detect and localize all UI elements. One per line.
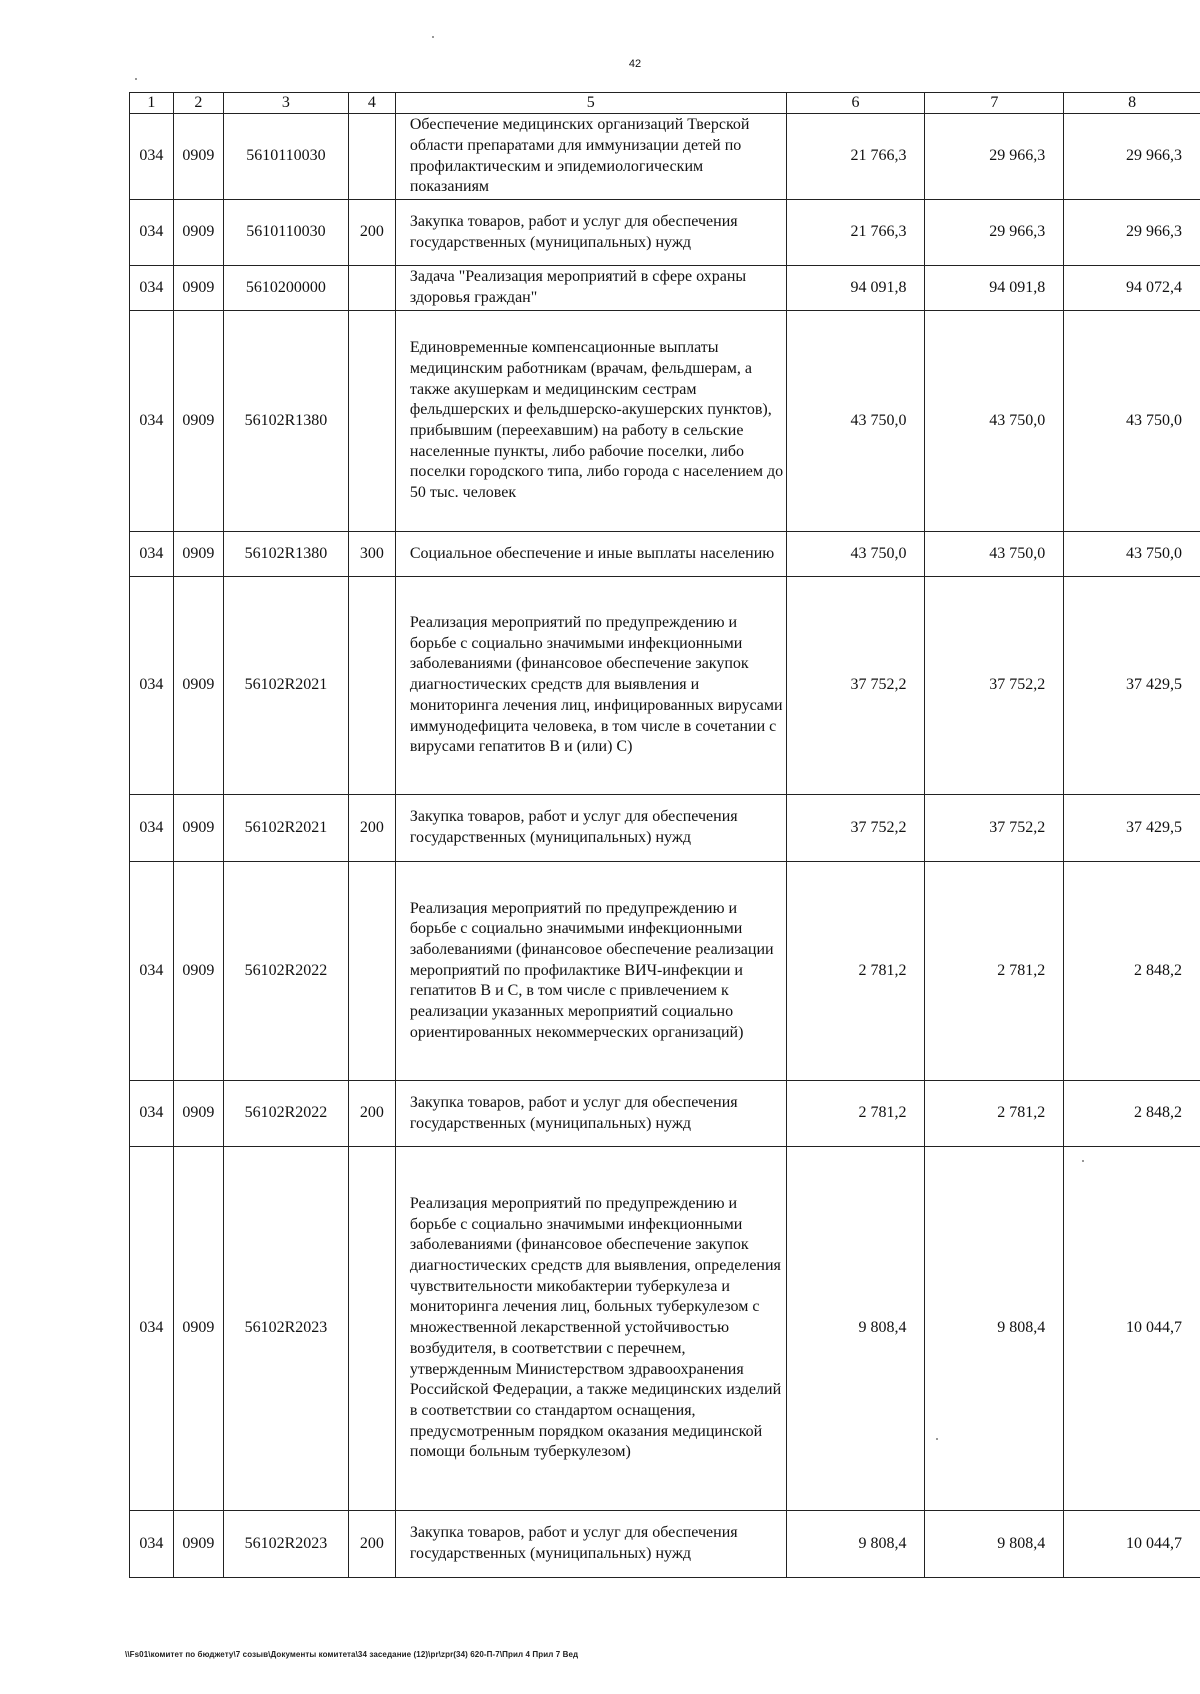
amount-cell-col8: 2 848,2 [1064,862,1200,1081]
target-article-cell: 56102R2023 [223,1147,348,1511]
amount-cell-col6: 21 766,3 [786,200,925,266]
column-header-2: 2 [173,93,223,114]
target-article-cell: 56102R2023 [223,1511,348,1578]
amount-cell-col7: 29 966,3 [925,200,1064,266]
table-row [130,1081,1200,1147]
ministry-code-cell: 034 [130,1511,174,1578]
amount-cell-col6: 2 781,2 [786,862,925,1081]
target-article-cell: 5610110030 [223,114,348,200]
amount-cell-col6: 37 752,2 [786,795,925,862]
amount-cell-col6: 21 766,3 [786,114,925,200]
scan-speck [1082,1160,1084,1162]
section-code-cell: 0909 [173,795,223,862]
scan-speck [432,36,434,38]
description-cell: Закупка товаров, работ и услуг для обеспечения государственных (муниципальных) нужд [395,1511,786,1578]
page-number: 42 [628,58,642,70]
expense-type-cell: 200 [348,1511,395,1578]
ministry-code-cell: 034 [130,577,174,795]
column-header-6: 6 [786,93,925,114]
table-row [130,114,1200,200]
amount-cell-col6: 2 781,2 [786,1081,925,1147]
section-code-cell: 0909 [173,1511,223,1578]
section-code-cell: 0909 [173,200,223,266]
description-cell: Обеспечение медицинских организаций Тверской области препаратами для иммунизации детей по профилактическим и эпидемиологическим показаниям [395,114,786,200]
ministry-code-cell: 034 [130,200,174,266]
table-row [130,200,1200,266]
amount-cell-col8: 29 966,3 [1064,114,1200,200]
section-code-cell: 0909 [173,1147,223,1511]
target-article-cell: 56102R2021 [223,795,348,862]
amount-cell-col8: 10 044,7 [1064,1511,1200,1578]
target-article-cell: 56102R2022 [223,1081,348,1147]
amount-cell-col8: 37 429,5 [1064,795,1200,862]
expense-type-cell [348,266,395,311]
ministry-code-cell: 034 [130,114,174,200]
target-article-cell: 56102R2022 [223,862,348,1081]
amount-cell-col8: 43 750,0 [1064,311,1200,532]
table-row [130,1147,1200,1511]
amount-cell-col8: 10 044,7 [1064,1147,1200,1511]
file-path-footer: \\Fs01\комитет по бюджету\7 созыв\Документы комитета\34 заседание (12)\pr\zpr(34) 620-П-7\Прил 4 Прил 7 Вед [125,1650,579,1659]
column-header-7: 7 [925,93,1064,114]
section-code-cell: 0909 [173,311,223,532]
section-code-cell: 0909 [173,577,223,795]
section-code-cell: 0909 [173,862,223,1081]
amount-cell-col6: 43 750,0 [786,532,925,577]
section-code-cell: 0909 [173,1081,223,1147]
amount-cell-col7: 2 781,2 [925,1081,1064,1147]
ministry-code-cell: 034 [130,795,174,862]
column-header-3: 3 [223,93,348,114]
table-row [130,862,1200,1081]
scan-speck [936,1438,938,1440]
description-cell: Закупка товаров, работ и услуг для обеспечения государственных (муниципальных) нужд [395,200,786,266]
expense-type-cell [348,862,395,1081]
section-code-cell: 0909 [173,532,223,577]
target-article-cell: 56102R1380 [223,311,348,532]
target-article-cell: 5610200000 [223,266,348,311]
description-cell: Социальное обеспечение и иные выплаты населению [395,532,786,577]
description-cell: Реализация мероприятий по предупреждению и борьбе с социально значимыми инфекционными заболеваниями (финансовое обеспечение закупок диагностических средств для выявления и мониторинга лечения лиц, инфицированных вирусами иммунодефицита человека, в том числе в сочетании с вирусами гепатитов B и (или) C) [395,577,786,795]
description-cell: Реализация мероприятий по предупреждению и борьбе с социально значимыми инфекционными заболеваниями (финансовое обеспечение закупок диагностических средств для выявления, определения чувствительности микобактерии туберкулеза и мониторинга лечения лиц, больных туберкулезом с множественной лекарственной устойчивостью возбудителя, в соответствии с перечнем, утвержденным Министерством здравоохранения Российской Федерации, а также медицинских изделий в соответствии со стандартом оснащения, предусмотренным порядком оказания медицинской помощи больным туберкулезом) [395,1147,786,1511]
ministry-code-cell: 034 [130,1147,174,1511]
amount-cell-col8: 29 966,3 [1064,200,1200,266]
ministry-code-cell: 034 [130,1081,174,1147]
target-article-cell: 56102R1380 [223,532,348,577]
column-header-1: 1 [130,93,174,114]
amount-cell-col7: 43 750,0 [925,532,1064,577]
amount-cell-col7: 9 808,4 [925,1147,1064,1511]
amount-cell-col7: 9 808,4 [925,1511,1064,1578]
column-header-8: 8 [1064,93,1200,114]
amount-cell-col8: 43 750,0 [1064,532,1200,577]
table-row [130,532,1200,577]
ministry-code-cell: 034 [130,862,174,1081]
amount-cell-col7: 29 966,3 [925,114,1064,200]
amount-cell-col7: 94 091,8 [925,266,1064,311]
amount-cell-col6: 37 752,2 [786,577,925,795]
expense-type-cell [348,577,395,795]
description-cell: Закупка товаров, работ и услуг для обеспечения государственных (муниципальных) нужд [395,1081,786,1147]
expense-type-cell [348,114,395,200]
expense-type-cell: 200 [348,795,395,862]
section-code-cell: 0909 [173,114,223,200]
description-cell: Задача "Реализация мероприятий в сфере охраны здоровья граждан" [395,266,786,311]
expense-type-cell: 200 [348,200,395,266]
scan-speck [135,78,137,80]
description-cell: Закупка товаров, работ и услуг для обеспечения государственных (муниципальных) нужд [395,795,786,862]
expense-type-cell [348,1147,395,1511]
amount-cell-col6: 9 808,4 [786,1147,925,1511]
table-row [130,1511,1200,1578]
amount-cell-col6: 9 808,4 [786,1511,925,1578]
amount-cell-col8: 37 429,5 [1064,577,1200,795]
amount-cell-col7: 43 750,0 [925,311,1064,532]
expense-type-cell: 300 [348,532,395,577]
budget-table [129,92,1200,1578]
ministry-code-cell: 034 [130,532,174,577]
expense-type-cell [348,311,395,532]
amount-cell-col7: 2 781,2 [925,862,1064,1081]
description-cell: Единовременные компенсационные выплаты медицинским работникам (врачам, фельдшерам, а также акушеркам и медицинским сестрам фельдшерских и фельдшерско-акушерских пунктов), прибывшим (переехавшим) на работу в сельские населенные пункты, либо рабочие поселки, либо поселки городского типа, либо города с населением до 50 тыс. человек [395,311,786,532]
table-row [130,311,1200,532]
amount-cell-col8: 2 848,2 [1064,1081,1200,1147]
target-article-cell: 5610110030 [223,200,348,266]
ministry-code-cell: 034 [130,311,174,532]
table-header-row [130,93,1200,114]
amount-cell-col7: 37 752,2 [925,577,1064,795]
column-header-5: 5 [395,93,786,114]
target-article-cell: 56102R2021 [223,577,348,795]
amount-cell-col7: 37 752,2 [925,795,1064,862]
amount-cell-col8: 94 072,4 [1064,266,1200,311]
ministry-code-cell: 034 [130,266,174,311]
amount-cell-col6: 94 091,8 [786,266,925,311]
column-header-4: 4 [348,93,395,114]
expense-type-cell: 200 [348,1081,395,1147]
table-row [130,795,1200,862]
amount-cell-col6: 43 750,0 [786,311,925,532]
description-cell: Реализация мероприятий по предупреждению и борьбе с социально значимыми инфекционными заболеваниями (финансовое обеспечение реализации мероприятий по профилактике ВИЧ-инфекции и гепатитов B и C, в том числе с привлечением к реализации указанных мероприятий социально ориентированных некоммерческих организаций) [395,862,786,1081]
table-row [130,266,1200,311]
section-code-cell: 0909 [173,266,223,311]
table-row [130,577,1200,795]
